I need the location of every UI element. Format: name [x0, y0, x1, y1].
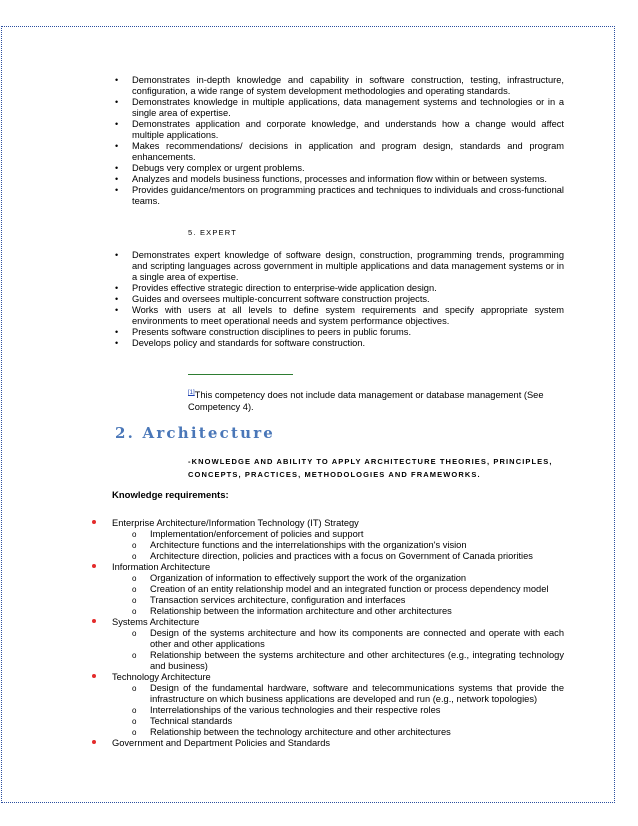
sub-list-item-text: Transaction services architecture, configuration and interfaces — [150, 595, 406, 605]
red-bullet-icon — [92, 564, 96, 568]
sub-list-item-text: Technical standards — [150, 716, 233, 726]
sub-list-item — [112, 540, 564, 551]
sub-list-item — [112, 606, 564, 617]
bullet-icon: • — [115, 163, 119, 173]
bullet-icon: • — [115, 327, 119, 337]
red-bullet-icon — [92, 740, 96, 744]
architecture-item-title: Government and Department Policies and Standards — [112, 738, 331, 748]
circle-bullet-icon: o — [132, 552, 137, 561]
architecture-item-title: Technology Architecture — [112, 672, 211, 682]
list-item-text: Demonstrates expert knowledge of software design, construction, programming trends, programming and scripting languages across government in multiple applications and data management systems or in a single area of expertise. — [132, 250, 564, 282]
sub-list — [112, 628, 564, 672]
architecture-item — [112, 738, 564, 749]
architecture-requirements-list — [112, 518, 564, 749]
bullet-icon: • — [115, 305, 119, 315]
footnote-text: This competency does not include data management or database management (See Competency 4). — [188, 390, 544, 413]
list-item — [115, 338, 564, 349]
sub-list-item-text: Implementation/enforcement of policies and support — [150, 529, 364, 539]
sub-list-item — [112, 705, 564, 716]
sub-list-item-text: Interrelationships of the various technologies and their respective roles — [150, 705, 441, 715]
list-item — [115, 163, 564, 174]
architecture-item — [112, 562, 564, 617]
footnote — [188, 387, 563, 413]
level-title: 5. EXPERT — [188, 228, 238, 237]
circle-bullet-icon: o — [132, 574, 137, 583]
section-subheading: -KNOWLEDGE AND ABILITY TO APPLY ARCHITECTURE THEORIES, PRINCIPLES, CONCEPTS, PRACTICES, METHODOLOGIES AND FRAMEWORKS. — [188, 457, 553, 479]
sub-list — [112, 529, 564, 562]
circle-bullet-icon: o — [132, 607, 137, 616]
sub-list-item — [112, 716, 564, 727]
list-item — [115, 75, 564, 97]
circle-bullet-icon: o — [132, 717, 137, 726]
list-item-text: Debugs very complex or urgent problems. — [132, 163, 305, 173]
sub-list — [112, 683, 564, 738]
bullet-icon: • — [115, 338, 119, 348]
sub-list-item-text: Architecture direction, policies and practices with a focus on Government of Canada priorities — [150, 551, 533, 561]
sub-list-item-text: Relationship between the information architecture and other architectures — [150, 606, 452, 616]
architecture-item-title: Systems Architecture — [112, 617, 200, 627]
circle-bullet-icon: o — [132, 728, 137, 737]
sub-list-item-text: Relationship between the technology architecture and other architectures — [150, 727, 451, 737]
bullet-icon: • — [115, 283, 119, 293]
circle-bullet-icon: o — [132, 706, 137, 715]
circle-bullet-icon: o — [132, 651, 137, 660]
architecture-item — [112, 518, 564, 562]
sub-list — [112, 573, 564, 617]
list-item-text: Works with users at all levels to define system requirements and specify appropriate system environments to meet operational needs and system performance objectives. — [132, 305, 564, 326]
architecture-item-title: Enterprise Architecture/Information Technology (IT) Strategy — [112, 518, 359, 528]
circle-bullet-icon: o — [132, 629, 137, 638]
list-item — [115, 327, 564, 338]
bullet-icon: • — [115, 141, 119, 151]
bullet-icon: • — [115, 119, 119, 129]
sub-list-item — [112, 584, 564, 595]
sub-list-item-text: Design of the fundamental hardware, software and telecommunications systems that provide the infrastructure on which business applications are developed and run (e.g., network topologies) — [150, 683, 564, 704]
list-item — [115, 283, 564, 294]
list-item — [115, 174, 564, 185]
circle-bullet-icon: o — [132, 596, 137, 605]
list-item-text: Demonstrates in-depth knowledge and capability in software construction, testing, infrastructure, configuration, a wide range of system development methodologies and operating standards. — [132, 75, 564, 96]
sub-list-item — [112, 595, 564, 606]
footnote-ref-link[interactable]: [1] — [188, 390, 195, 396]
list-item-text: Demonstrates application and corporate knowledge, and understands how a change would affect multiple applications. — [132, 119, 564, 140]
sub-list-item — [112, 529, 564, 540]
list-item — [115, 305, 564, 327]
expert-bullet-list — [115, 250, 564, 349]
list-item-text: Demonstrates knowledge in multiple applications, data management systems and technologies or in a single area of expertise. — [132, 97, 564, 118]
bullet-icon: • — [115, 75, 119, 85]
expert-prev-bullet-list — [115, 75, 564, 207]
bullet-icon: • — [115, 294, 119, 304]
bullet-icon: • — [115, 97, 119, 107]
list-item-text: Presents software construction disciplines to peers in public forums. — [132, 327, 412, 337]
list-item — [115, 119, 564, 141]
sub-list-item — [112, 551, 564, 562]
list-item-text: Provides guidance/mentors on programming practices and techniques to individuals and cross-functional teams. — [132, 185, 564, 206]
sub-list-item-text: Creation of an entity relationship model and an integrated function or process dependency model — [150, 584, 549, 594]
sub-list-item-text: Design of the systems architecture and how its components are connected and operate with each other and other applications — [150, 628, 564, 649]
circle-bullet-icon: o — [132, 530, 137, 539]
bullet-icon: • — [115, 250, 119, 260]
list-item-text: Provides effective strategic direction to enterprise-wide application design. — [132, 283, 437, 293]
sub-list-item — [112, 650, 564, 672]
list-item — [115, 250, 564, 283]
architecture-item — [112, 672, 564, 738]
list-item — [115, 294, 564, 305]
circle-bullet-icon: o — [132, 541, 137, 550]
list-item-text: Guides and oversees multiple-concurrent software construction projects. — [132, 294, 430, 304]
knowledge-requirements-label: Knowledge requirements: — [112, 490, 229, 501]
list-item — [115, 97, 564, 119]
sub-list-item — [112, 683, 564, 705]
sub-list-item-text: Organization of information to effectively support the work of the organization — [150, 573, 467, 583]
sub-list-item — [112, 573, 564, 584]
sub-list-item — [112, 727, 564, 738]
list-item — [115, 141, 564, 163]
bullet-icon: • — [115, 174, 119, 184]
section-heading: 2. Architecture — [115, 424, 276, 442]
circle-bullet-icon: o — [132, 585, 137, 594]
architecture-item — [112, 617, 564, 672]
red-bullet-icon — [92, 619, 96, 623]
list-item-text: Develops policy and standards for software construction. — [132, 338, 366, 348]
red-bullet-icon — [92, 520, 96, 524]
architecture-item-title: Information Architecture — [112, 562, 211, 572]
bullet-icon: • — [115, 185, 119, 195]
list-item-text: Makes recommendations/ decisions in application and program design, standards and program enhancements. — [132, 141, 564, 162]
sub-list-item-text: Architecture functions and the interrelationships with the organization's vision — [150, 540, 467, 550]
sub-list-item — [112, 628, 564, 650]
sub-list-item-text: Relationship between the systems architecture and other architectures (e.g., integrating technology and business) — [150, 650, 564, 671]
list-item — [115, 185, 564, 207]
circle-bullet-icon: o — [132, 684, 137, 693]
red-bullet-icon — [92, 674, 96, 678]
footnote-separator — [188, 374, 293, 375]
list-item-text: Analyzes and models business functions, processes and information flow within or between systems. — [132, 174, 547, 184]
